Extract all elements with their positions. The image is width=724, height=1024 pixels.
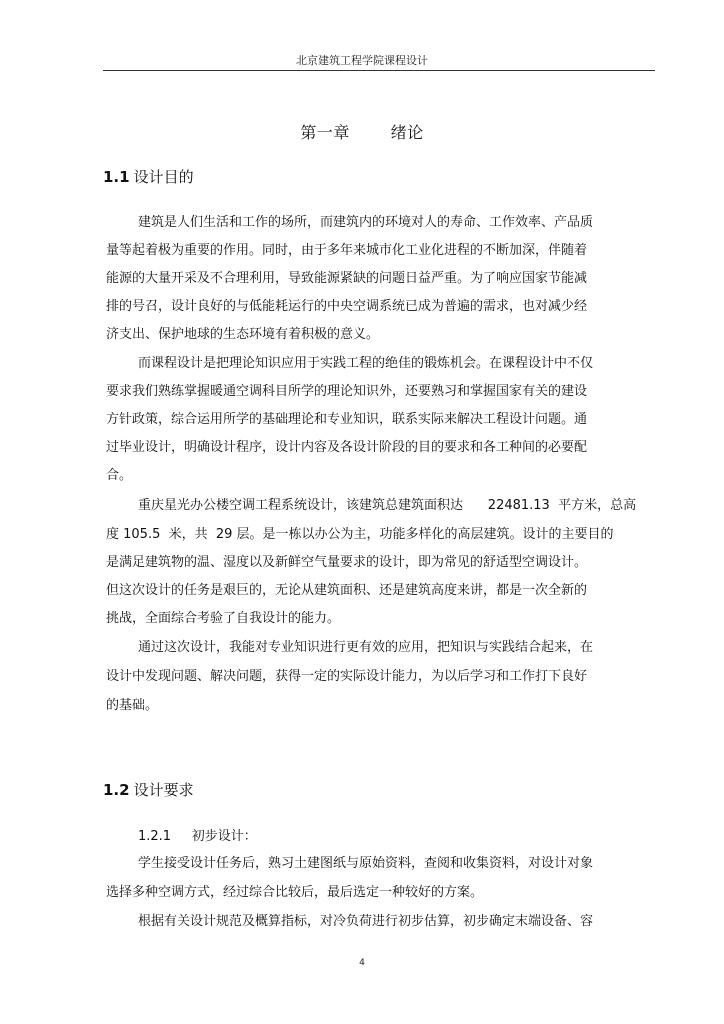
paragraph-line: 是满足建筑物的温、湿度以及新鲜空气量要求的设计，即为常见的舒适型空调设计。 [106,555,588,570]
section-number: 1.1 [103,168,130,186]
section-heading-1-1 [103,166,194,187]
paragraph-line: 排的号召，设计良好的与低能耗运行的中央空调系统已成为普遍的需求，也对减少经 [106,299,588,314]
paragraph-line: 建筑是人们生活和工作的场所，而建筑内的环境对人的寿命、工作效率、产品质 [138,215,594,230]
paragraph-line: 学生接受设计任务后，熟习土建图纸与原始资料，查阅和收集资料，对设计对象 [138,856,594,871]
paragraph-line: 能源的大量开采及不合理利用，导致能源紧缺的问题日益严重。为了响应国家节能减 [106,271,588,286]
paragraph-line: 量等起着极为重要的作用。同时，由于多年来城市化工业化进程的不断加深，伴随着 [106,243,588,258]
paragraph-line: 选择多种空调方式，经过综合比较后，最后选定一种较好的方案。 [106,885,484,900]
paragraph-line: 而课程设计是把理论知识应用于实践工程的绝佳的锻炼机会。在课程设计中不仅 [138,356,594,371]
paragraph-line: 重庆星光办公楼空调工程系统设计，该建筑总建筑面积达 22481.13 平方米，总高 [138,498,637,513]
section-title: 设计目的 [133,168,194,186]
paragraph-line: 合。 [106,468,133,483]
paragraph-line: 挑战，全面综合考验了自我设计的能力。 [106,611,341,626]
running-header: 北京建筑工程学院课程设计 [296,54,428,67]
paragraph-line: 方针政策，综合运用所学的基础理论和专业知识，联系实际来解决工程设计问题。通 [106,412,588,427]
paragraph-line: 但这次设计的任务是艰巨的，无论从建筑面积、还是建筑高度来讲，都是一次全新的 [106,583,588,598]
paragraph-line: 要求我们熟练掌握暖通空调科目所学的理论知识外，还要熟习和掌握国家有关的建设 [106,384,588,399]
chapter-title: 第一章 绪论 [300,123,424,142]
paragraph-line: 通过这次设计，我能对专业知识进行更有效的应用，把知识与实践结合起来，在 [138,640,594,655]
section-number: 1.2 [103,781,130,799]
page-number: 4 [359,958,365,968]
subsection-heading: 1.2.1 初步设计： [138,829,257,844]
paragraph-line: 过毕业设计，明确设计程序，设计内容及各设计阶段的目的要求和各工种间的必要配 [106,440,588,455]
paragraph-line: 济支出、保护地球的生态环境有着积极的意义。 [106,327,380,342]
paragraph-line: 设计中发现问题、解决问题，获得一定的实际设计能力，为以后学习和工作打下良好 [106,669,588,684]
header-rule [103,70,655,71]
paragraph-line: 的基础。 [106,698,159,713]
section-title: 设计要求 [133,781,194,799]
section-heading-1-2 [103,779,194,800]
paragraph-line: 度 105.5 米，共 29 层。是一栋以办公为主，功能多样化的高层建筑。设计的主要目的 [106,527,614,542]
paragraph-line: 根据有关设计规范及概算指标，对冷负荷进行初步估算，初步确定末端设备、容 [138,914,594,929]
